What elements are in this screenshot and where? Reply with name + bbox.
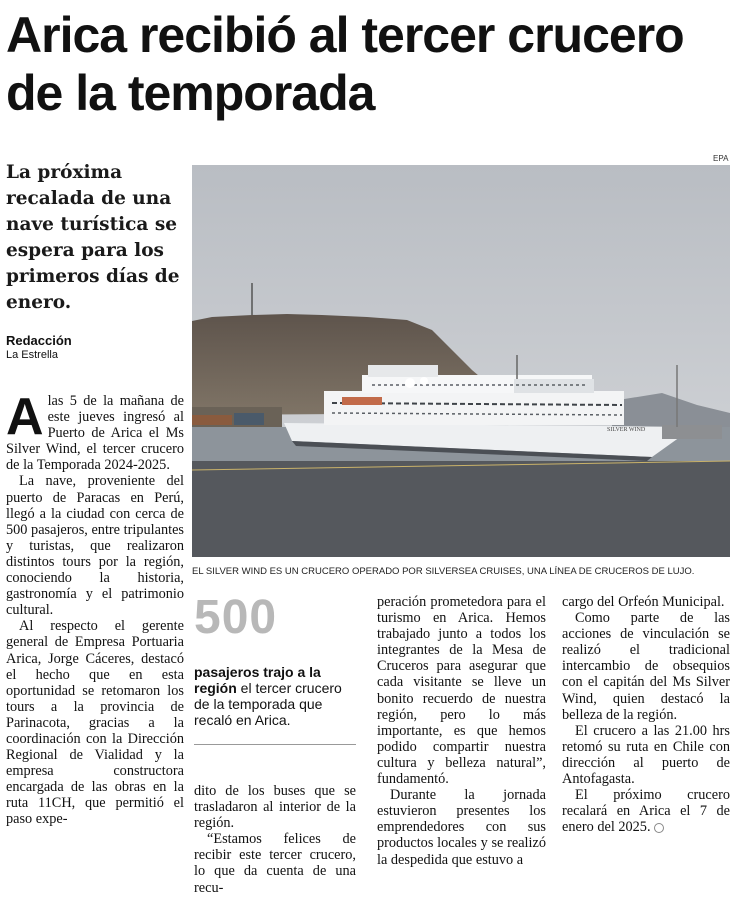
cruise-ship-photo — [192, 165, 730, 557]
end-mark-icon — [654, 823, 664, 833]
article-column-1 — [6, 388, 184, 828]
pull-quote-bold: pasajeros trajo a la región — [194, 664, 321, 696]
photo-credit: EPA — [713, 154, 729, 163]
byline-publication: La Estrella — [6, 349, 58, 361]
drop-cap: A — [6, 388, 44, 446]
article-column-3 — [377, 594, 546, 868]
body-paragraph: Al respecto el gerente general de Empresa Portuaria Arica, Jorge Cáceres, destacó el hecho que en esta oportunidad se retomaron los tours a la provincia de Parinacota, gracias a la coordinación con la Dirección Regional de Vialidad y la empresa constructora encargada de las obras en la ruta 11CH, que permitió el paso expe- — [6, 618, 184, 828]
deck-subtitle: La próxima recalada de una nave turística se espera para los primeros días de enero. — [6, 162, 180, 313]
ship-name-label: SILVER WIND — [607, 427, 646, 433]
pull-quote-text: el tercer crucero de la temporada que recaló en Arica. — [194, 680, 342, 728]
photo-caption: EL SILVER WIND ES UN CRUCERO OPERADO POR SILVERSEA CRUISES, UNA LÍNEA DE CRUCEROS DE LUJO. — [192, 566, 695, 577]
article-column-2 — [194, 783, 356, 896]
body-paragraph: La nave, proveniente del puerto de Paracas en Perú, llegó a la ciudad con cerca de 500 pasajeros, entre tripulantes y turistas, que realizaron distintos tours por la región, conociendo la historia, gastronomía y el patrimonio cultural. — [6, 473, 184, 619]
byline-author: Redacción — [6, 333, 72, 348]
body-paragraph: peración prometedora para el turismo en Arica. Hemos trabajado junto a todos los integrantes de la Mesa de Cruceros para asegurar que cada visitante se lleve un bonito recuerdo de nuestra región, pero lo más importante, es que hemos podido compartir nuestra cultura y belleza natural”, fundamentó. — [377, 594, 546, 788]
body-paragraph: “Estamos felices de recibir este tercer crucero, lo que da cuenta de una recu- — [194, 831, 356, 896]
byline — [6, 333, 72, 362]
body-paragraph: El próximo crucero recalará en Arica el 7 de enero del 2025. — [562, 787, 730, 836]
highlight-number: 500 — [194, 591, 278, 644]
body-paragraph: dito de los buses que se trasladaron al interior de la región. — [194, 783, 356, 832]
body-paragraph: El crucero a las 21.00 hrs retomó su ruta en Chile con dirección al puerto de Antofagasta. — [562, 722, 730, 788]
body-paragraph: Como parte de las acciones de vinculación se realizó el tradicional intercambio de obsequios con el capitán del Ms Silver Wind, quien destacó la belleza de la región. — [562, 610, 730, 723]
lead-paragraph: Alas 5 de la mañana de este jueves ingresó al Puerto de Arica el Ms Silver Wind, el tercer crucero de la Temporada 2024-2025. — [6, 388, 184, 474]
body-paragraph: Durante la jornada estuvieron presentes los emprendedores con sus productos locales y se realizó la despedida que estuvo a — [377, 787, 546, 868]
divider — [194, 744, 356, 745]
dock — [192, 461, 730, 557]
headline: Arica recibió al tercer crucero de la temporada — [6, 7, 684, 121]
pull-quote — [194, 664, 356, 728]
article-column-4 — [562, 594, 730, 835]
body-paragraph: cargo del Orfeón Municipal. — [562, 594, 725, 610]
